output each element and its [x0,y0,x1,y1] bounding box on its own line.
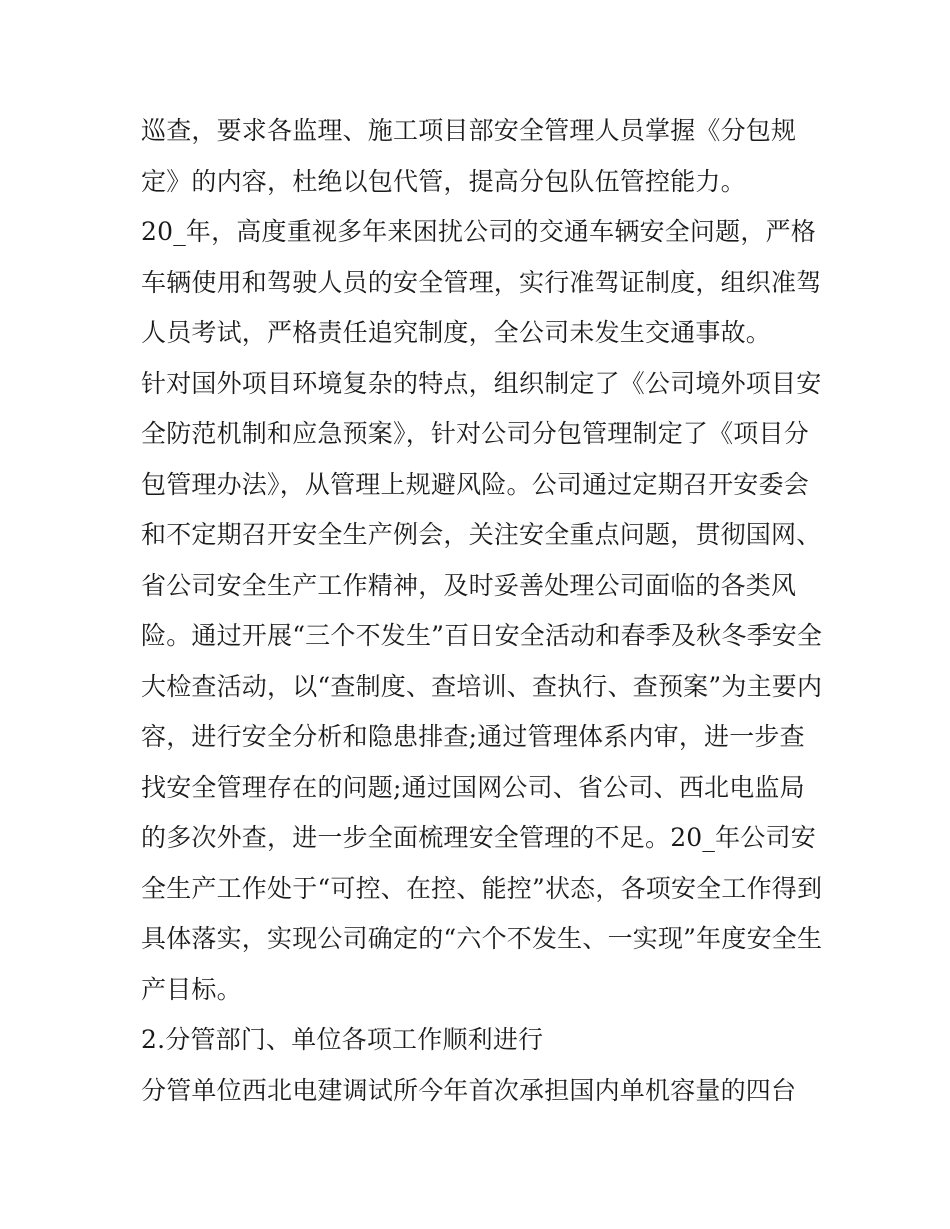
text-line: 全生产工作处于“可控、在控、能控”状态，各项安全工作得到 [141,873,823,903]
document-body [141,106,821,1116]
text-line: 和不定期召开安全生产例会，关注安全重点问题，贯彻国网、 [141,520,822,549]
text-line: 全防范机制和应急预案》，针对公司分包管理制定了《项目分 [141,419,809,448]
text-line: 险。通过开展“三个不发生”百日安全活动和春季及秋冬季安全 [141,621,823,650]
text-line: 大检查活动，以“查制度、查培训、查执行、查预案”为主要内 [141,671,823,701]
text-line: 人员考试，严格责任追究制度，全公司未发生交通事故。 [141,318,772,347]
text-line: 的多次外查，进一步全面梳理安全管理的不足。20_年公司安 [141,823,816,852]
text-line: 20_年，高度重视多年来困扰公司的交通车辆安全问题，严格 [141,217,816,246]
text-line: 车辆使用和驾驶人员的安全管理，实行准驾证制度，组织准驾 [141,267,822,297]
text-line: 省公司安全生产工作精神，及时妥善处理公司面临的各类风 [141,570,797,600]
text-line: 巡查，要求各监理、施工项目部安全管理人员掌握《分包规 [141,116,797,145]
text-line: 包管理办法》，从管理上规避风险。公司通过定期召开安委会 [141,469,809,499]
section-heading: 2.分管部门、单位各项工作顺利进行 [141,1025,544,1054]
text-line: 产目标。 [141,974,242,1004]
text-line: 定》的内容，杜绝以包代管，提高分包队伍管控能力。 [141,166,746,196]
text-line: 针对国外项目环境复杂的特点，组织制定了《公司境外项目安 [141,368,822,398]
text-line: 分管单位西北电建调试所今年首次承担国内单机容量的四台 [141,1075,797,1105]
text-line: 具体落实，实现公司确定的“六个不发生、一实现”年度安全生 [141,924,823,953]
text-line: 找安全管理存在的问题;通过国网公司、省公司、西北电监局 [141,772,805,802]
text-line: 容，进行安全分析和隐患排查;通过管理体系内审，进一步查 [141,722,805,751]
